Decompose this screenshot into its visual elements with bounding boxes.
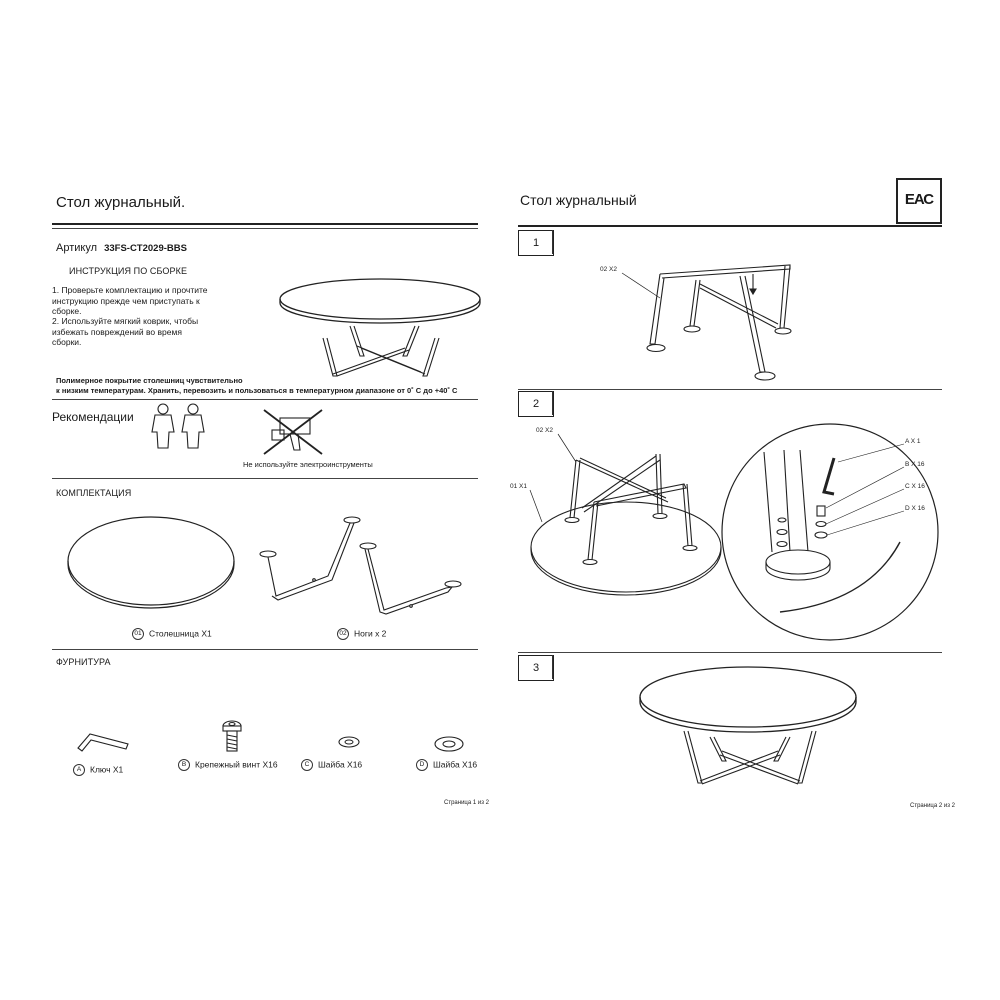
- left-title: Стол журнальный.: [56, 194, 186, 211]
- step-2-illustration: [508, 422, 938, 622]
- part-01-num: 01: [132, 628, 144, 640]
- hw-d-label: Шайба X16: [433, 759, 478, 770]
- no-power-tools-icon: [262, 408, 324, 458]
- divider-1: [52, 399, 478, 400]
- step-1-illustration: [600, 262, 800, 382]
- step-2-label-b: B X 16: [905, 461, 925, 468]
- hardware-heading: ФУРНИТУРА: [56, 657, 111, 667]
- page-number-right: Страница 2 из 2: [910, 803, 955, 809]
- step-3-box: 3: [518, 655, 554, 681]
- table-illustration: [275, 278, 485, 388]
- hw-b-caption: [178, 759, 278, 771]
- step-2-box: 2: [518, 391, 554, 417]
- right-title: Стол журнальный: [520, 192, 637, 208]
- part-01-caption: [132, 628, 212, 640]
- hw-b-label: Крепежный винт X16: [195, 759, 278, 770]
- hw-a-label: Ключ X1: [90, 764, 124, 775]
- part-02-caption: [337, 628, 386, 640]
- warning-text: [56, 376, 486, 396]
- hw-b-letter: B: [178, 759, 190, 771]
- person-icon: [148, 400, 208, 455]
- step-3-rule: [518, 652, 942, 653]
- article-line: [56, 242, 187, 254]
- article-code: 33FS-CT2029-BBS: [104, 243, 187, 254]
- screw-icon: [220, 718, 244, 754]
- warning-line-2: к низким температурам. Хранить, перевозить и пользоваться в температурном диапазоне от 0˚ С до +40˚ С: [56, 386, 458, 395]
- hw-c-letter: C: [301, 759, 313, 771]
- step-2-divider: [552, 391, 553, 415]
- step-1-box: 1: [518, 230, 554, 256]
- step-2-label-d: D X 16: [905, 505, 925, 512]
- hw-a-letter: A: [73, 764, 85, 776]
- part-01-label: Столешница X1: [149, 628, 212, 639]
- recommendations-heading: Рекомендации: [52, 410, 134, 424]
- step-1-divider: [552, 230, 553, 254]
- step-1-label-legs: 02 X2: [600, 266, 617, 273]
- step-2-label-top: 01 X1: [510, 483, 527, 490]
- kit-heading: КОМПЛЕКТАЦИЯ: [56, 488, 132, 498]
- step-3-divider: [552, 655, 553, 679]
- eac-logo: [896, 178, 942, 224]
- title-rule-thin: [52, 228, 478, 229]
- hw-c-caption: [301, 759, 362, 771]
- step-2-label-a: A X 1: [905, 438, 921, 445]
- tabletop-drawing: [66, 515, 236, 611]
- no-power-tools-caption: Не используйте электроинструменты: [243, 460, 373, 469]
- step-3-illustration: [638, 665, 858, 790]
- part-02-label: Ноги х 2: [354, 628, 387, 639]
- hw-a-caption: [73, 764, 123, 776]
- washer-large-icon: [434, 736, 464, 752]
- title-rule: [52, 223, 478, 225]
- article-label: Артикул: [56, 242, 98, 254]
- washer-icon: [338, 736, 360, 748]
- hex-key-icon: [76, 730, 136, 754]
- instructions-text-2: 2. Используйте мягкий коврик, чтобы избежать повреждений во время сборки.: [52, 316, 199, 347]
- right-title-rule: [518, 225, 942, 227]
- legs-drawing: [258, 514, 468, 624]
- step-2-label-c: C X 16: [905, 483, 925, 490]
- page-number-left: Страница 1 из 2: [444, 800, 489, 806]
- hw-d-letter: D: [416, 759, 428, 771]
- hw-d-caption: [416, 759, 477, 771]
- step-2-rule: [518, 389, 942, 390]
- part-02-num: 02: [337, 628, 349, 640]
- warning-line-1: Полимерное покрытие столешниц чувствительно: [56, 376, 243, 385]
- hw-c-label: Шайба X16: [318, 759, 363, 770]
- eac-logo-text: ЕАС: [904, 191, 934, 208]
- divider-2: [52, 478, 478, 479]
- step-2-label-legs: 02 X2: [536, 427, 553, 434]
- divider-3: [52, 649, 478, 650]
- instructions-text-1: 1. Проверьте комплектацию и прочтите инструкцию прежде чем приступать к сборке.: [52, 285, 208, 316]
- instructions-heading: ИНСТРУКЦИЯ ПО СБОРКЕ: [69, 266, 188, 276]
